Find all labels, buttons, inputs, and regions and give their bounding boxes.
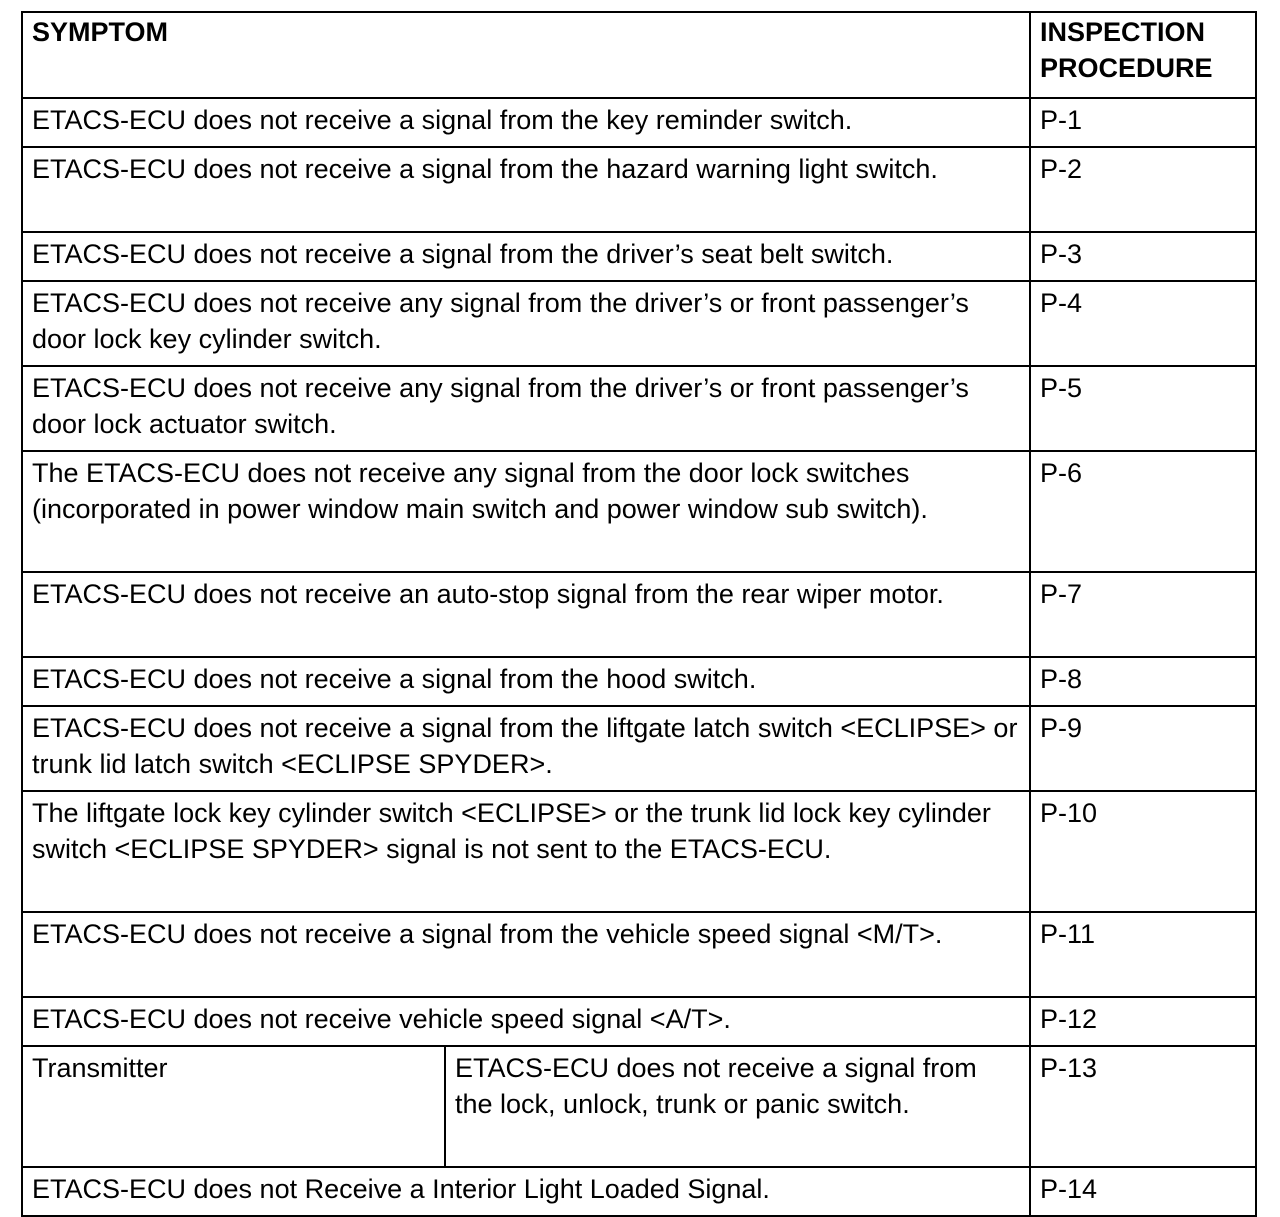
header-inspection-procedure: INSPECTION PROCEDURE bbox=[1030, 12, 1256, 98]
procedure-cell: P-4 bbox=[1030, 281, 1256, 366]
table-row bbox=[22, 706, 1256, 791]
procedure-cell: P-9 bbox=[1030, 706, 1256, 791]
symptom-inspection-table bbox=[21, 11, 1257, 1217]
symptom-cell: ETACS-ECU does not receive any signal from the driver’s or front passenger’s door lock actuator switch. bbox=[22, 366, 1030, 451]
table-header-row bbox=[22, 12, 1256, 98]
table-row bbox=[22, 281, 1256, 366]
procedure-cell: P-11 bbox=[1030, 912, 1256, 997]
procedure-cell: P-6 bbox=[1030, 451, 1256, 572]
symptom-cell: ETACS-ECU does not receive a signal from the hood switch. bbox=[22, 657, 1030, 706]
table-row bbox=[22, 657, 1256, 706]
table-row bbox=[22, 1046, 1256, 1167]
procedure-cell: P-7 bbox=[1030, 572, 1256, 657]
header-symptom: SYMPTOM bbox=[22, 12, 1030, 98]
table-row bbox=[22, 791, 1256, 912]
table-row bbox=[22, 147, 1256, 232]
symptom-cell: ETACS-ECU does not receive an auto-stop signal from the rear wiper motor. bbox=[22, 572, 1030, 657]
table-row bbox=[22, 912, 1256, 997]
symptom-cell: ETACS-ECU does not receive a signal from the lock, unlock, trunk or panic switch. bbox=[445, 1046, 1030, 1167]
procedure-cell: P-12 bbox=[1030, 997, 1256, 1046]
symptom-cell: ETACS-ECU does not receive vehicle speed signal <A/T>. bbox=[22, 997, 1030, 1046]
procedure-cell: P-2 bbox=[1030, 147, 1256, 232]
table-row bbox=[22, 98, 1256, 147]
symptom-cell: The ETACS-ECU does not receive any signal from the door lock switches (incorporated in power window main switch and power window sub switch). bbox=[22, 451, 1030, 572]
category-cell: Transmitter bbox=[22, 1046, 445, 1167]
symptom-cell: ETACS-ECU does not receive a signal from the vehicle speed signal <M/T>. bbox=[22, 912, 1030, 997]
table-row bbox=[22, 366, 1256, 451]
procedure-cell: P-8 bbox=[1030, 657, 1256, 706]
table-row bbox=[22, 1167, 1256, 1216]
procedure-cell: P-5 bbox=[1030, 366, 1256, 451]
table-row bbox=[22, 997, 1256, 1046]
symptom-cell: ETACS-ECU does not receive a signal from the hazard warning light switch. bbox=[22, 147, 1030, 232]
symptom-cell: ETACS-ECU does not receive a signal from the key reminder switch. bbox=[22, 98, 1030, 147]
procedure-cell: P-1 bbox=[1030, 98, 1256, 147]
table-row bbox=[22, 572, 1256, 657]
table-row bbox=[22, 232, 1256, 281]
symptom-cell: ETACS-ECU does not receive a signal from the liftgate latch switch <ECLIPSE> or trunk lid latch switch <ECLIPSE SPYDER>. bbox=[22, 706, 1030, 791]
procedure-cell: P-10 bbox=[1030, 791, 1256, 912]
symptom-cell: ETACS-ECU does not receive a signal from the driver’s seat belt switch. bbox=[22, 232, 1030, 281]
table-row bbox=[22, 451, 1256, 572]
procedure-cell: P-13 bbox=[1030, 1046, 1256, 1167]
symptom-cell: ETACS-ECU does not receive any signal from the driver’s or front passenger’s door lock key cylinder switch. bbox=[22, 281, 1030, 366]
symptom-cell: The liftgate lock key cylinder switch <ECLIPSE> or the trunk lid lock key cylinder switch <ECLIPSE SPYDER> signal is not sent to the ETACS-ECU. bbox=[22, 791, 1030, 912]
procedure-cell: P-14 bbox=[1030, 1167, 1256, 1216]
symptom-cell: ETACS-ECU does not Receive a Interior Light Loaded Signal. bbox=[22, 1167, 1030, 1216]
procedure-cell: P-3 bbox=[1030, 232, 1256, 281]
